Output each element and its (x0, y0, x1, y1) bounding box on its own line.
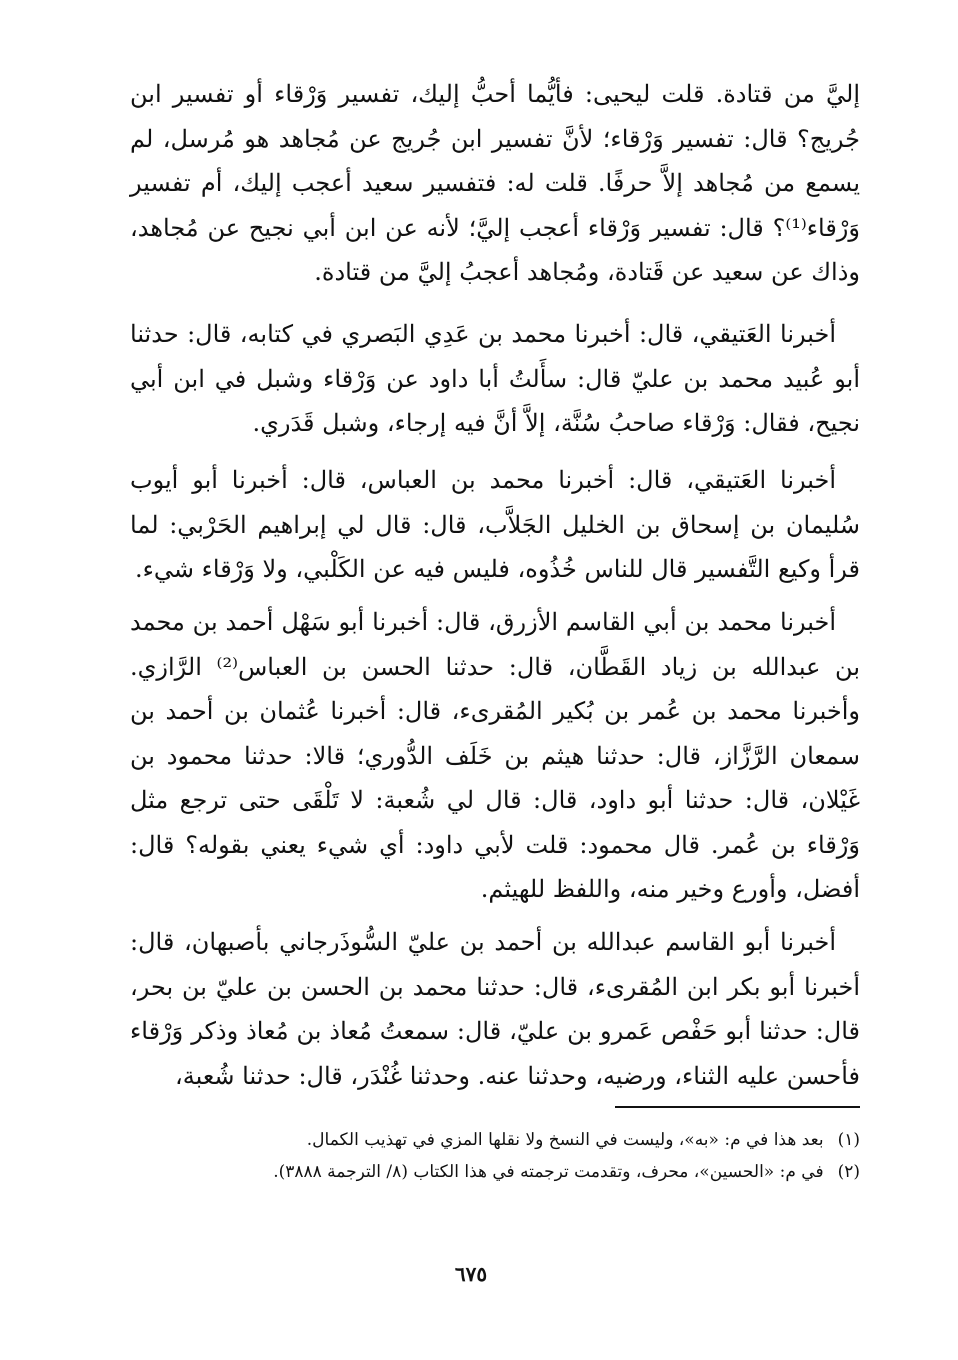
footnote-number: (٢) (837, 1162, 860, 1182)
footnote-number: (١) (837, 1130, 860, 1150)
footnote-text: في م: «الحسين»، محرف، وتقدمت ترجمته في هذا الكتاب (٨/ الترجمة ٣٨٨٨). (273, 1162, 824, 1182)
footnote-2 (130, 1156, 860, 1188)
paragraph-2: أخبرنا العَتيقي، قال: أخبرنا محمد بن عَدِي البَصري في كتابه، قال: حدثنا أبو عُبيد محمد بن عليّ قال: سأَلتُ أبا داود عن وَرْقاء وشبل في ابن أبي نجيح، فقال: وَرْقاء صاحبُ سُنَّة، إلاَّ أنَّ فيه إرجاء، وشبل قَدَري. (130, 320, 860, 437)
paragraph-4: أخبرنا محمد بن أبي القاسم الأزرق، قال: أخبرنا أبو سَهْل أحمد بن محمد بن عبدالله بن زياد القَطَّان، قال: حدثنا الحسن بن العباس⁽²⁾ الرَّازي. وأخبرنا محمد بن عُمر بن بُكير المُقرىء، قال: أخبرنا عُثمان بن أحمد بن سمعان الرَّزَّاز، قال: حدثنا هيثم بن خَلَف الدُّوري؛ قالا: حدثنا محمود بن غَيْلان، قال: حدثنا أبو داود، قال: قال لي شُعبة: لا تَلْقَى حتى ترجع مثل وَرْقاء بن عُمر. قال محمود: قلت لأبي داود: أي شيء يعني بقوله؟ قال: أفضل، وأورع وخير منه، واللفظ للهيثم. (130, 608, 861, 903)
paragraph-5: أخبرنا أبو القاسم عبدالله بن أحمد بن عليّ السُّوذَرجاني بأصبهان، قال: أخبرنا أبو بكر ابن المُقرىء، قال: حدثنا محمد بن الحسن بن عليّ بن بحر، قال: حدثنا أبو حَفْص عَمرو بن عليّ، قال: سمعتُ مُعاذ بن مُعاذ وذكر وَرْقاء فأحسن عليه الثناء، ورضيه، وحدثنا عنه. وحدثنا غُنْدَر، قال: حدثنا شُعبة، (130, 928, 861, 1090)
footnote-1 (130, 1124, 860, 1156)
footnote-text: بعد هذا في م: «به»، وليست في النسخ ولا نقلها المزي في تهذيب الكمال. (306, 1130, 824, 1150)
footnotes (130, 1124, 860, 1188)
page-number (0, 1262, 958, 1286)
page-number-text: ٦٧٥ (454, 1262, 488, 1286)
paragraph-1: إليَّ من قتادة. قلت ليحيى: فأيُّما أحبُّ إليك، تفسير وَرْقاء أو تفسير ابن جُريج؟ قال: تفسير وَرْقاء؛ لأنَّ تفسير ابن جُريج عن مُجاهد هو مُرسل، لم يسمع من مُجاهد إلاَّ حرفًا. قلت له: فتفسير سعيد أعجب إليك، أم تفسير وَرْقاء⁽¹⁾؟ قال: تفسير وَرْقاء أعجب إليَّ؛ لأنه عن ابن أبي نجيح عن مُجاهد، وذاك عن سعيد عن قَتادة، ومُجاهد أعجبُ إليَّ من قتادة. (130, 80, 860, 286)
footnote-separator (615, 1106, 860, 1108)
paragraph-3: أخبرنا العَتيقي، قال: أخبرنا محمد بن العباس، قال: أخبرنا أبو أيوب سُليمان بن إسحاق بن الخليل الجَلاَّب، قال: قال لي إبراهيم الحَرْبي: لما قرأ وكيع التَّفسير قال للناس خُذُوه، فليس فيه عن الكَلْبي، ولا وَرْقاء شيء. (130, 466, 860, 583)
